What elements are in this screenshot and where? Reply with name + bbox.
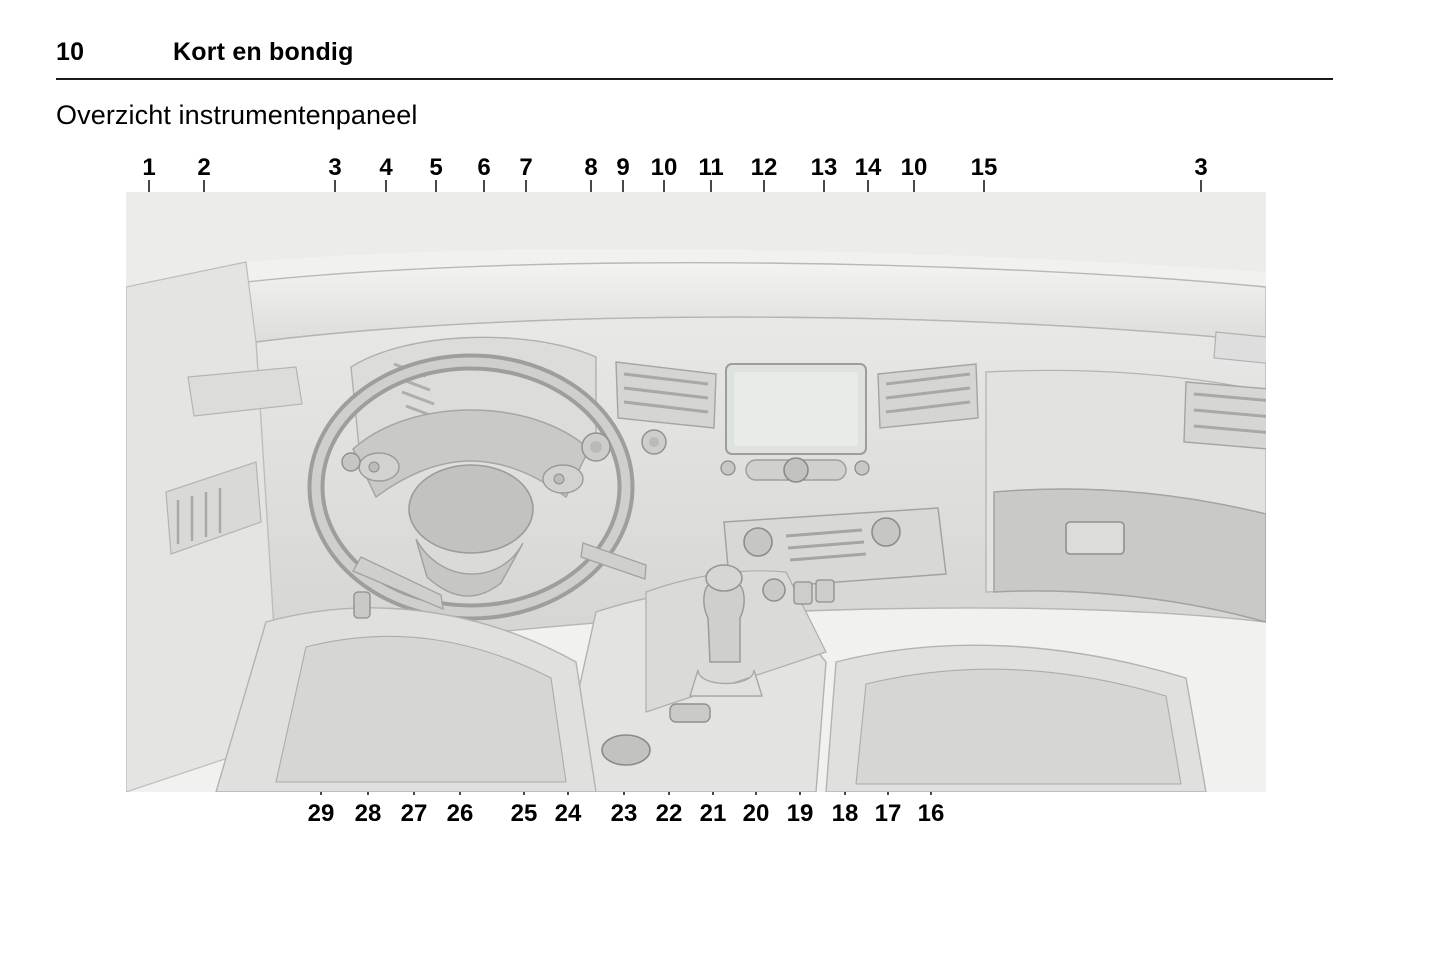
callout-top-9: 10 [650, 154, 678, 181]
callout-row-top [56, 154, 1336, 184]
callout-top-7: 8 [584, 154, 598, 181]
callout-top-14: 10 [900, 154, 928, 181]
callout-top-4: 5 [429, 154, 443, 181]
callout-top-12: 13 [810, 154, 838, 181]
callout-top-3: 4 [379, 154, 393, 181]
callout-top-15: 15 [970, 154, 998, 181]
callout-bottom-11: 18 [831, 800, 859, 827]
callout-bottom-1: 28 [354, 800, 382, 827]
callout-bottom-9: 20 [742, 800, 770, 827]
callout-top-0: 1 [142, 154, 156, 181]
page-number: 10 [56, 38, 85, 66]
callout-bottom-5: 24 [554, 800, 582, 827]
callout-top-1: 2 [197, 154, 211, 181]
callout-top-6: 7 [519, 154, 533, 181]
callout-bottom-6: 23 [610, 800, 638, 827]
callout-bottom-7: 22 [655, 800, 683, 827]
callout-bottom-10: 19 [786, 800, 814, 827]
callout-bottom-4: 25 [510, 800, 538, 827]
callout-top-13: 14 [854, 154, 882, 181]
callout-bottom-2: 27 [400, 800, 428, 827]
callout-top-16: 3 [1194, 154, 1208, 181]
callout-top-5: 6 [477, 154, 491, 181]
chapter-title: Kort en bondig [173, 38, 354, 66]
page-title: Overzicht instrumentenpaneel [56, 100, 418, 130]
callout-bottom-3: 26 [446, 800, 474, 827]
callout-bottom-12: 17 [874, 800, 902, 827]
dashboard-illustration [126, 192, 1266, 792]
callout-top-10: 11 [698, 154, 724, 181]
callout-row-bottom [56, 800, 1336, 830]
callout-top-11: 12 [750, 154, 778, 181]
callout-top-2: 3 [328, 154, 342, 181]
callout-top-8: 9 [616, 154, 630, 181]
figure-instrument-panel [56, 150, 1336, 850]
callout-bottom-8: 21 [699, 800, 727, 827]
callout-bottom-13: 16 [917, 800, 945, 827]
callout-bottom-0: 29 [307, 800, 335, 827]
page-header [56, 38, 1333, 80]
